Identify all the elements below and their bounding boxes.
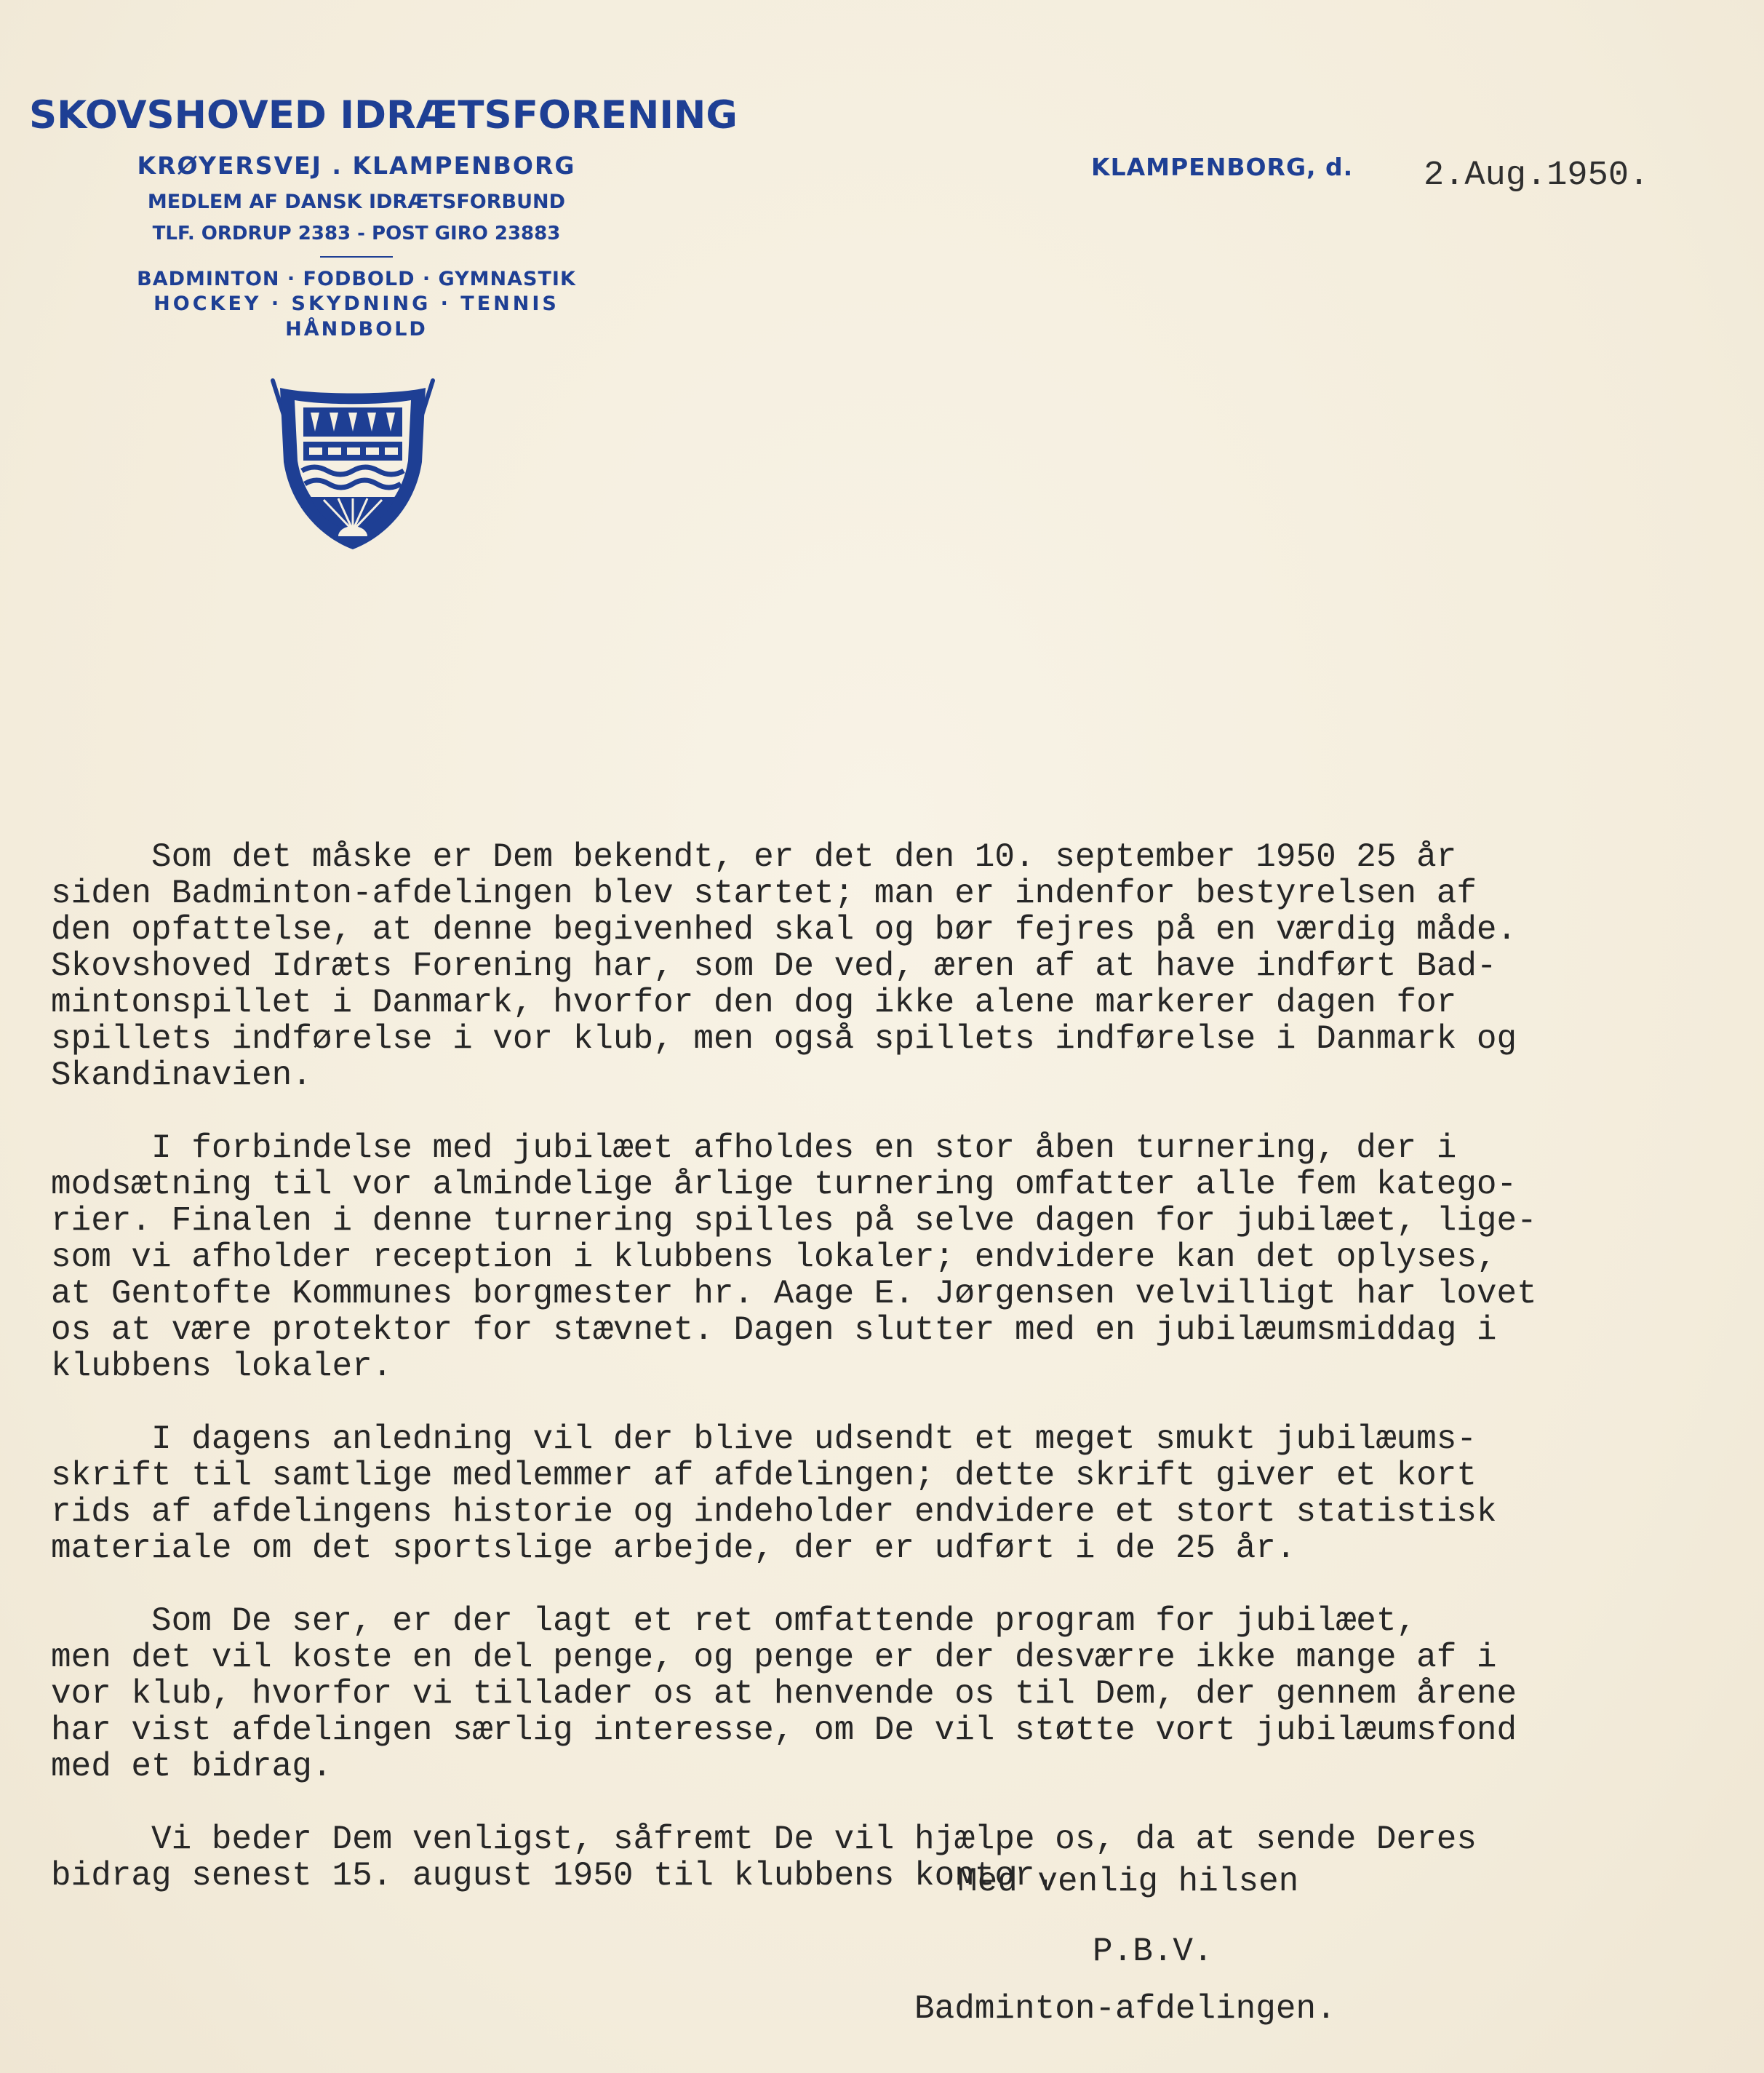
body-line: rier. Finalen i denne turnering spilles på selve dagen for jubilæet, lige- xyxy=(51,1202,1537,1240)
body-line: men det vil koste en del penge, og penge er der desværre ikke mange af i xyxy=(51,1639,1497,1676)
club-phone: TLF. ORDRUP 2383 - POST GIRO 23883 xyxy=(152,223,561,244)
body-line: Som De ser, er der lagt et ret omfattende program for jubilæet, xyxy=(51,1602,1417,1640)
body-line: med et bidrag. xyxy=(51,1748,332,1786)
club-sports-line-3: HÅNDBOLD xyxy=(285,318,428,341)
letterhead-divider xyxy=(320,256,393,258)
body-line: siden Badminton-afdelingen blev startet; man er indenfor bestyrelsen af xyxy=(51,875,1477,912)
body-line: I dagens anledning vil der blive udsendt et meget smukt jubilæums- xyxy=(51,1420,1477,1458)
letter-date: 2.Aug.1950. xyxy=(1424,156,1650,195)
letter-body xyxy=(51,839,1537,1930)
body-line: os at være protektor for stævnet. Dagen slutter med en jubilæumsmiddag i xyxy=(51,1311,1497,1349)
club-address: KRØYERSVEJ . KLAMPENBORG xyxy=(137,151,576,180)
body-line: Vi beder Dem venligst, såfremt De vil hjælpe os, da at sende Deres xyxy=(51,1821,1477,1858)
signature-line: Badminton-afdelingen. xyxy=(914,1990,1336,2028)
body-line: I forbindelse med jubilæet afholdes en stor åben turnering, der i xyxy=(51,1129,1457,1167)
club-membership: MEDLEM AF DANSK IDRÆTSFORBUND xyxy=(147,191,566,213)
body-line: vor klub, hvorfor vi tillader os at henvende os til Dem, der gennem årene xyxy=(51,1675,1517,1713)
body-paragraph xyxy=(51,839,1537,1094)
body-line: klubbens lokaler. xyxy=(51,1348,393,1385)
body-line: modsætning til vor almindelige årlige turnering omfatter alle fem katego- xyxy=(51,1166,1517,1203)
body-line: har vist afdelingen særlig interesse, om De vil støtte vort jubilæumsfond xyxy=(51,1711,1517,1749)
club-sports-line-2: HOCKEY · SKYDNING · TENNIS xyxy=(153,293,559,315)
dateline-place: KLAMPENBORG, d. xyxy=(1091,153,1354,181)
body-paragraph xyxy=(51,1130,1537,1385)
body-line: at Gentofte Kommunes borgmester hr. Aage E. Jørgensen velvilligt har lovet xyxy=(51,1275,1537,1313)
body-line: Som det måske er Dem bekendt, er det den 10. september 1950 25 år xyxy=(51,838,1457,876)
body-line: Skovshoved Idræts Forening har, som De ved, æren af at have indført Bad- xyxy=(51,947,1497,985)
body-line: Skandinavien. xyxy=(51,1057,312,1094)
closing-greeting: Med venlig hilsen xyxy=(957,1863,1299,1901)
body-line: spillets indførelse i vor klub, men også spillets indførelse i Danmark og xyxy=(51,1020,1517,1058)
body-paragraph xyxy=(51,1821,1537,1894)
body-paragraph xyxy=(51,1603,1537,1785)
body-paragraph xyxy=(51,1421,1537,1567)
body-line: bidrag senest 15. august 1950 til klubbens kontor. xyxy=(51,1857,1055,1895)
body-line: rids af afdelingens historie og indeholder endvidere et stort statistisk xyxy=(51,1493,1497,1531)
body-line: som vi afholder reception i klubbens lokaler; endvidere kan det oplyses, xyxy=(51,1238,1497,1276)
club-sports-line-1: BADMINTON · FODBOLD · GYMNASTIK xyxy=(137,268,576,290)
body-line: den opfattelse, at denne begivenhed skal og bør fejres på en værdig måde. xyxy=(51,911,1517,949)
club-crest-shield-icon xyxy=(266,375,440,553)
closing-pbv: P.B.V. xyxy=(1093,1933,1213,1970)
body-line: materiale om det sportslige arbejde, der er udført i de 25 år. xyxy=(51,1529,1296,1567)
body-line: skrift til samtlige medlemmer af afdelingen; dette skrift giver et kort xyxy=(51,1457,1477,1495)
body-line: mintonspillet i Danmark, hvorfor den dog ikke alene markerer dagen for xyxy=(51,984,1457,1022)
club-name: SKOVSHOVED IDRÆTSFORENING xyxy=(29,93,738,138)
